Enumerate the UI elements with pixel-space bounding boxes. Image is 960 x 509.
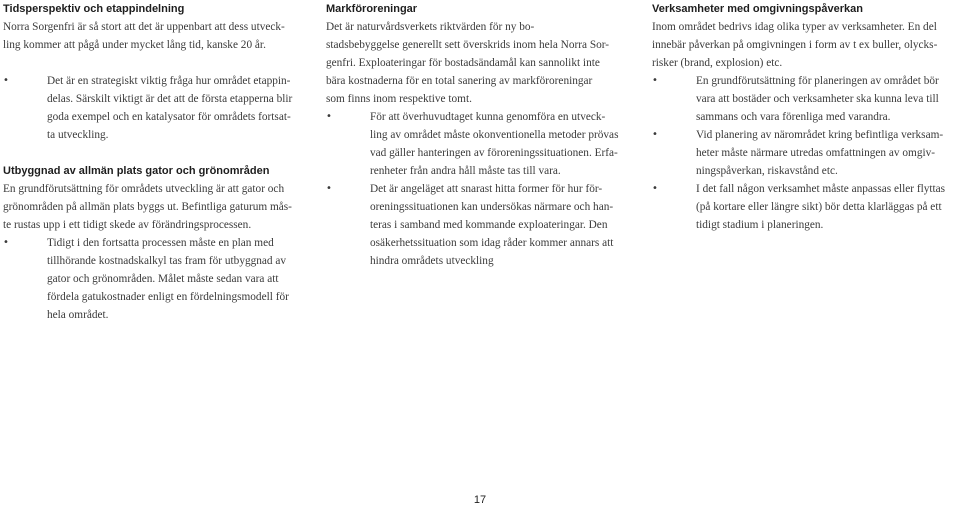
text-line: te rustas upp i ett tidigt skede av förändringsprocessen.	[3, 219, 252, 231]
bullet-text: Det är angeläget att snarast hitta former för hur för-	[370, 183, 603, 195]
bullet-text: vara att bostäder och verksamheter ska kunna leva till	[696, 93, 939, 105]
bullet-item-line	[326, 180, 630, 198]
bullet-icon: •	[326, 183, 332, 194]
bullet-item-line	[652, 108, 958, 126]
heading-verksamheter: Verksamheter med omgivningspåverkan	[652, 3, 863, 15]
text-line: bära kostnaderna för en total sanering av markföroreningar	[326, 75, 593, 87]
bullet-item-line	[652, 198, 958, 216]
text-line: genfri. Exploateringar för bostadsändamål kan sannolikt inte	[326, 57, 600, 69]
column-1	[3, 0, 308, 324]
bullet-icon: •	[652, 75, 658, 86]
bullet-item-line	[3, 252, 308, 270]
column-2	[326, 0, 630, 270]
bullet-item-line	[3, 108, 308, 126]
bullet-text: teras i samband med kommande exploateringar. Den	[370, 219, 608, 231]
bullet-text: Det är en strategiskt viktig fråga hur området etappin-	[47, 75, 291, 87]
bullet-item-line	[652, 162, 958, 180]
bullet-icon: •	[326, 111, 332, 122]
bullet-text: oreningssituationen kan undersökas närmare och han-	[370, 201, 614, 213]
bullet-item-line	[3, 126, 308, 144]
text-line: En grundförutsättning för områdets utveckling är att gator och	[3, 183, 285, 195]
text-line: stadsbebyggelse generellt sett överskrids inom hela Norra Sor-	[326, 39, 610, 51]
bullet-text: ling av området måste okonventionella metoder prövas	[370, 129, 619, 141]
bullet-icon: •	[652, 183, 658, 194]
bullet-icon: •	[3, 75, 9, 86]
bullet-text: För att överhuvudtaget kunna genomföra en utveck-	[370, 111, 606, 123]
bullet-icon: •	[3, 237, 9, 248]
paragraph-markfororeningar	[326, 18, 630, 270]
text-line: som finns inom respektive tomt.	[326, 93, 472, 105]
paragraph-verksamheter	[652, 18, 958, 234]
bullet-text: Tidigt i den fortsatta processen måste en plan med	[47, 237, 274, 249]
heading-utbyggnad: Utbyggnad av allmän plats gator och grönområden	[3, 165, 270, 177]
bullet-text: vad gäller hanteringen av föroreningssituationen. Erfa-	[370, 147, 618, 159]
bullet-text: renheter från andra håll måste tas till vara.	[370, 165, 561, 177]
bullet-text: ta utveckling.	[47, 129, 109, 141]
bullet-item-line	[652, 126, 958, 144]
heading-markfororeningar: Markföroreningar	[326, 3, 418, 15]
bullet-item-line	[326, 108, 630, 126]
bullet-icon: •	[652, 129, 658, 140]
text-line: ling kommer att pågå under mycket lång tid, kanske 20 år.	[3, 39, 266, 51]
bullet-text: I det fall någon verksamhet måste anpassas eller flyttas	[696, 183, 946, 195]
bullet-text: heter måste närmare utredas omfattningen av omgiv-	[696, 147, 936, 159]
bullet-text: ningspåverkan, riskavstånd etc.	[696, 165, 838, 177]
paragraph-tidsperspektiv	[3, 18, 308, 162]
bullet-text: goda exempel och en katalysator för områdets fortsat-	[47, 111, 291, 123]
bullet-item-line	[326, 162, 630, 180]
text-line: risker (brand, explosion) etc.	[652, 57, 783, 69]
bullet-item-line	[652, 180, 958, 198]
bullet-item-line	[3, 90, 308, 108]
text-line: Inom området bedrivs idag olika typer av verksamheter. En del	[652, 21, 937, 33]
paragraph-utbyggnad	[3, 180, 308, 324]
bullet-item-line	[326, 252, 630, 270]
bullet-text: hindra områdets utveckling	[370, 255, 494, 267]
bullet-text: (på kortare eller längre sikt) bör detta klarläggas på ett	[696, 201, 942, 213]
bullet-item-line	[3, 306, 308, 324]
bullet-item-line	[326, 234, 630, 252]
bullet-item-line	[3, 270, 308, 288]
bullet-text: Vid planering av närområdet kring befintliga verksam-	[696, 129, 944, 141]
text-line: Det är naturvårdsverkets riktvärden för ny bo-	[326, 21, 535, 33]
text-line: grönområden på allmän plats byggs ut. Befintliga gaturum mås-	[3, 201, 292, 213]
bullet-item-line	[326, 198, 630, 216]
bullet-text: osäkerhetssituation som idag råder kommer annars att	[370, 237, 614, 249]
bullet-item-line	[326, 144, 630, 162]
bullet-text: tillhörande kostnadskalkyl tas fram för utbyggnad av	[47, 255, 287, 267]
bullet-item-line	[3, 288, 308, 306]
bullet-text: fördela gatukostnader enligt en fördelningsmodell för	[47, 291, 289, 303]
page-number: 17	[473, 494, 487, 506]
bullet-text: tidigt stadium i planeringen.	[696, 219, 824, 231]
bullet-item-line	[3, 72, 308, 90]
bullet-item-line	[326, 216, 630, 234]
bullet-item-line	[652, 216, 958, 234]
bullet-item-line	[652, 144, 958, 162]
bullet-text: hela området.	[47, 309, 109, 321]
bullet-item-line	[652, 72, 958, 90]
bullet-item-line	[3, 234, 308, 252]
column-3	[652, 0, 958, 234]
bullet-item-line	[652, 90, 958, 108]
bullet-text: En grundförutsättning för planeringen av området bör	[696, 75, 939, 87]
text-line: Norra Sorgenfri är så stort att det är uppenbart att dess utveck-	[3, 21, 285, 33]
bullet-text: gator och grönområden. Målet måste sedan vara att	[47, 273, 279, 285]
bullet-text: delas. Särskilt viktigt är det att de första etapperna blir	[47, 93, 293, 105]
text-line: innebär påverkan på omgivningen i form av t ex buller, olycks-	[652, 39, 938, 51]
bullet-text: sammans och vara förenliga med varandra.	[696, 111, 891, 123]
heading-tidsperspektiv: Tidsperspektiv och etappindelning	[3, 3, 185, 15]
bullet-item-line	[326, 126, 630, 144]
